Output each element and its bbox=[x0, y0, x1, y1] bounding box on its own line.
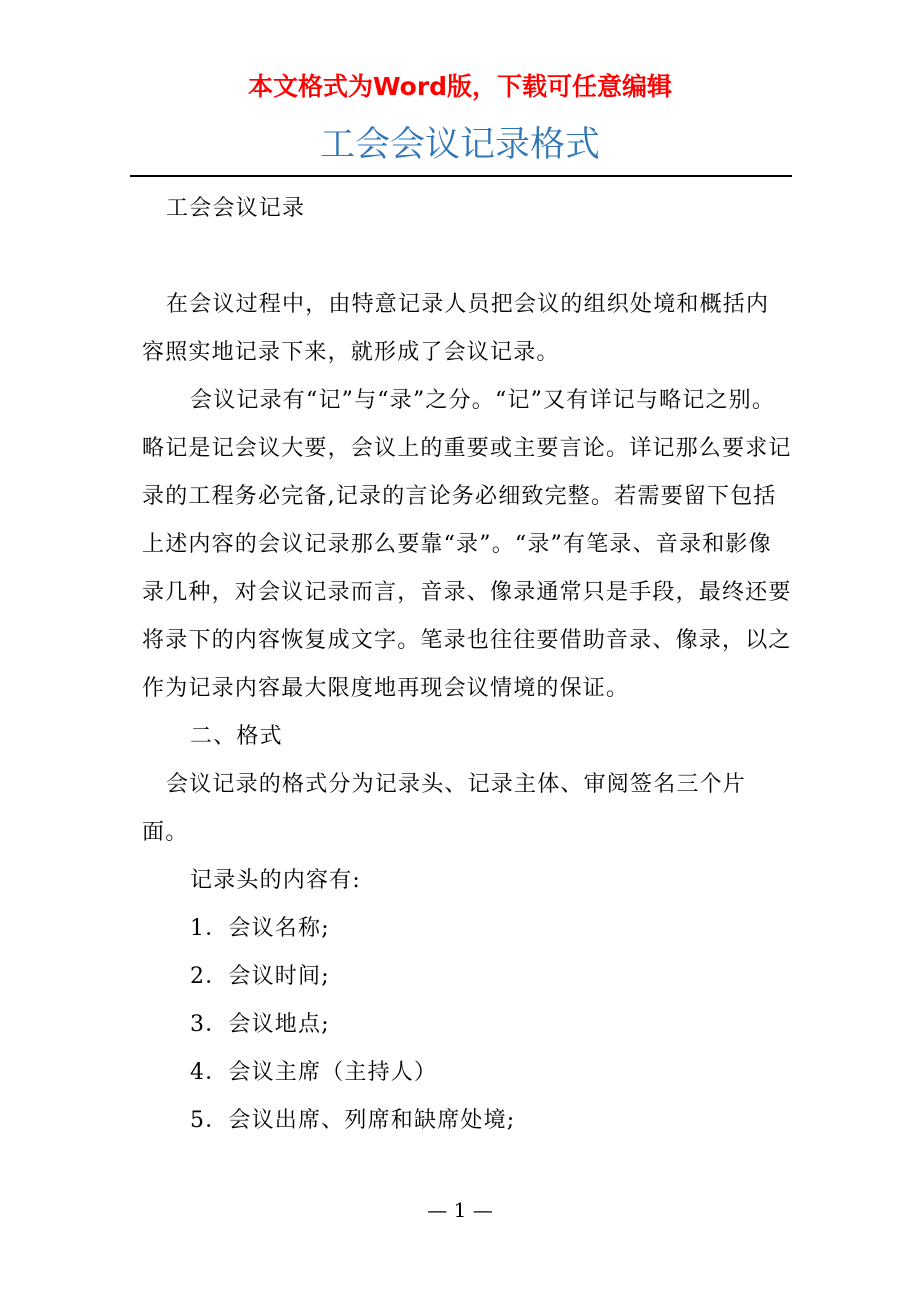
document-body bbox=[142, 185, 792, 1145]
list-item: 1．会议名称; bbox=[190, 916, 330, 941]
paragraph-format: 会议记录的格式分为记录头、记录主体、审阅签名三个片面。 bbox=[142, 772, 747, 845]
section-heading-format: 二、格式 bbox=[190, 724, 283, 749]
paragraph-record-types: 会议记录有“记”与“录”之分。“记”又有详记与略记之别。略记是记会议大要，会议上的重要或主要言论。详记那么要求记录的工程务必完备,记录的言论务必细致完整。若需要留下包括上述内容的会议记录那么要靠“录”。“录”有笔录、音录和影像录几种，对会议记录而言，音录、像录通常只是手段，最终还要将录下的内容恢复成文字。笔录也往往要借助音录、像录，以之作为记录内容最大限度地再现会议情境的保证。 bbox=[142, 388, 792, 701]
list-item: 5．会议出席、列席和缺席处境; bbox=[190, 1108, 516, 1133]
download-banner: 本文格式为Word版，下载可任意编辑 bbox=[247, 72, 673, 101]
paragraph-record-head: 记录头的内容有: bbox=[190, 868, 362, 893]
list-item: 4．会议主席（主持人） bbox=[190, 1060, 438, 1085]
document-title: 工会会议记录格式 bbox=[319, 125, 600, 165]
paragraph-intro: 在会议过程中，由特意记录人员把会议的组织处境和概括内容照实地记录下来，就形成了会议记录。 bbox=[142, 292, 770, 365]
list-item: 2．会议时间; bbox=[190, 964, 330, 989]
title-divider bbox=[130, 175, 792, 177]
section-heading: 工会会议记录 bbox=[166, 196, 306, 221]
blank-line bbox=[142, 233, 792, 281]
page-number: — 1 — bbox=[427, 1198, 493, 1222]
list-item: 3．会议地点; bbox=[190, 1012, 330, 1037]
